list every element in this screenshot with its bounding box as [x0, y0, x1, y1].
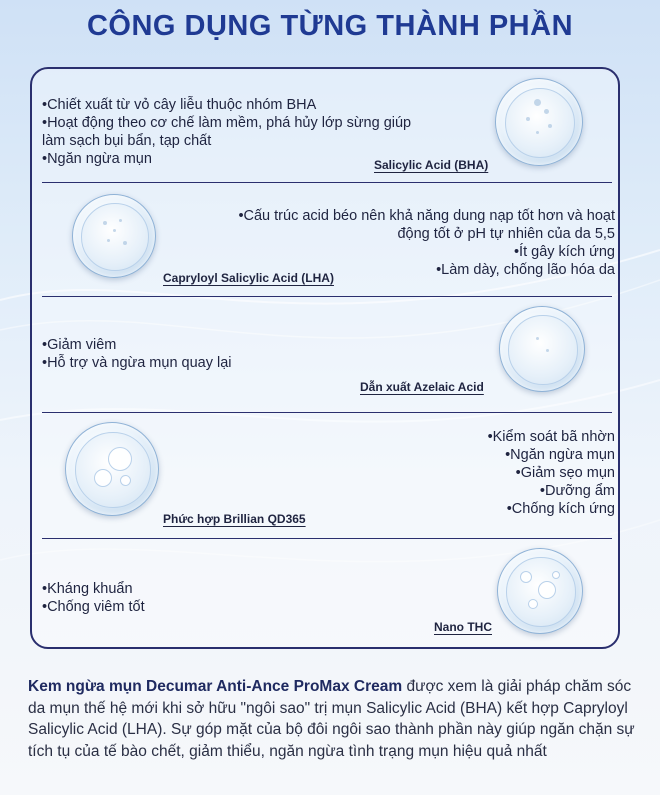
section-5-line-1: •Kháng khuẩn [42, 581, 133, 597]
divider-4 [42, 538, 612, 539]
section-1-line-3: làm sạch bụi bẩn, tạp chất [42, 133, 212, 149]
section-1-line-1: •Chiết xuất từ vỏ cây liễu thuộc nhóm BHA [42, 97, 317, 113]
section-3-label: Dẫn xuất Azelaic Acid [360, 380, 484, 394]
section-4-line-5: •Chống kích ứng [506, 501, 615, 517]
bha-bubble-image [495, 78, 583, 166]
section-2-line-2: động tốt ở pH tự nhiên của da 5,5 [397, 226, 615, 242]
section-2-line-1: •Cấu trúc acid béo nên khả năng dung nạp tốt hơn và hoạt [238, 208, 615, 224]
section-3-line-1: •Giảm viêm [42, 337, 117, 353]
divider-1 [42, 182, 612, 183]
product-description-body: được xem là giải pháp chăm sóc da mụn thế hệ mới khi sở hữu "ngôi sao" trị mụn Salicylic Acid (BHA) kết hợp Capryloyl Salicylic Acid (LHA). Sự góp mặt của bộ đôi ngôi sao thành phần này giúp ngăn chặn sự tích tụ của tế bào chết, giảm thiểu, ngăn ngừa tình trạng mụn hiệu quả nhất [28, 678, 635, 760]
nano-thc-bubble-image [497, 548, 583, 634]
divider-2 [42, 296, 612, 297]
section-2-line-3: •Ít gây kích ứng [513, 244, 615, 260]
section-4-line-3: •Giảm sẹo mụn [515, 465, 615, 481]
divider-3 [42, 412, 612, 413]
section-5-line-2: •Chống viêm tốt [42, 599, 145, 615]
section-1-line-2: •Hoạt động theo cơ chế làm mềm, phá hủy lớp sừng giúp [42, 115, 412, 131]
section-4-label: Phức hợp Brillian QD365 [163, 512, 306, 526]
section-1-line-4: •Ngăn ngừa mụn [42, 151, 152, 167]
section-1-label: Salicylic Acid (BHA) [374, 158, 489, 172]
lha-bubble-image [72, 194, 156, 278]
azelaic-bubble-image [499, 306, 585, 392]
brillian-bubble-image [65, 422, 159, 516]
section-2-label: Capryloyl Salicylic Acid (LHA) [163, 271, 334, 285]
section-4-line-4: •Dưỡng ẩm [539, 483, 615, 499]
section-3-line-2: •Hỗ trợ và ngừa mụn quay lại [42, 355, 232, 371]
product-name: Kem ngừa mụn Decumar Anti-Ance ProMax Cream [28, 678, 403, 695]
section-4-line-1: •Kiểm soát bã nhờn [487, 429, 615, 445]
page-title: CÔNG DỤNG TỪNG THÀNH PHẦN [86, 10, 574, 42]
section-2-line-4: •Làm dày, chống lão hóa da [436, 262, 615, 278]
product-description [28, 676, 636, 762]
section-5-label: Nano THC [434, 620, 492, 634]
section-4-line-2: •Ngăn ngừa mụn [505, 447, 615, 463]
